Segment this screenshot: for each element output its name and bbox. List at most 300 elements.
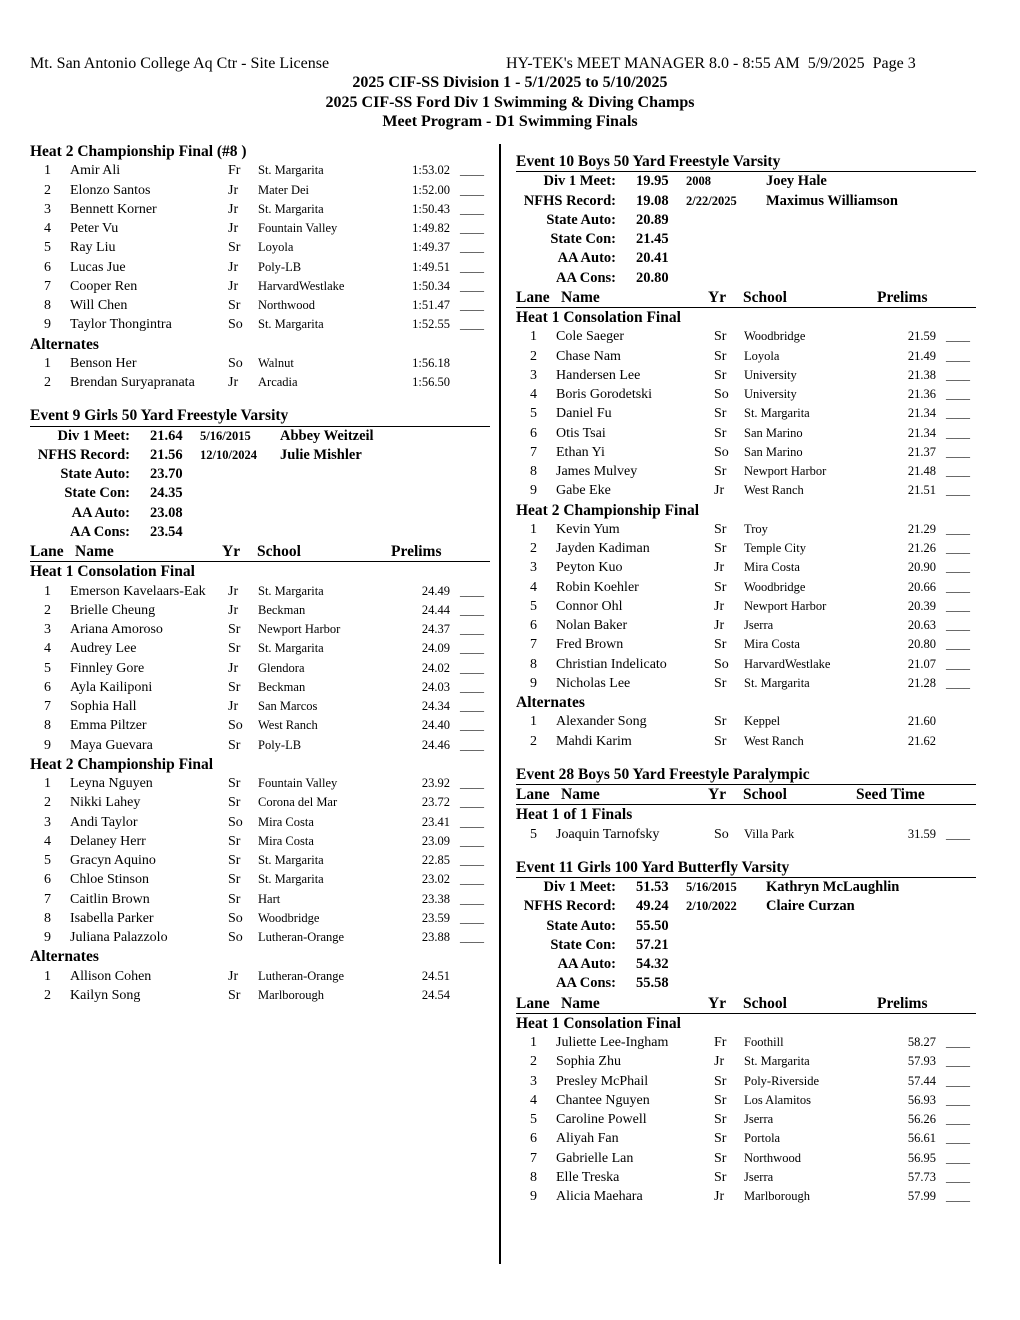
- result-blank: ____: [460, 795, 484, 810]
- swimmer-year: Sr: [228, 795, 241, 811]
- lane-number: 5: [530, 406, 537, 422]
- lane-number: 2: [44, 795, 51, 811]
- school-header: School: [257, 543, 301, 560]
- result-blank: ____: [460, 201, 484, 216]
- entry-row: [30, 601, 490, 620]
- seed-time: 21.38: [907, 367, 936, 382]
- swimmer-year: Sr: [714, 1112, 727, 1127]
- school-name: St. Margarita: [258, 641, 324, 656]
- school-name: St. Margarita: [744, 406, 810, 421]
- swimmer-year: Jr: [228, 182, 239, 198]
- seed-time: 56.93: [907, 1092, 936, 1107]
- school-name: Woodbridge: [258, 910, 320, 925]
- seed-time: 1:49.82: [412, 221, 450, 235]
- seed-time: 24.46: [421, 737, 450, 752]
- seed-time: 1:51.47: [412, 298, 450, 312]
- lane-number: 6: [44, 679, 51, 695]
- seed-time: 20.63: [907, 618, 936, 632]
- lane-number: 8: [44, 910, 51, 926]
- result-blank: ____: [460, 910, 484, 925]
- result-blank: ____: [946, 1189, 970, 1203]
- school-name: Northwood: [258, 298, 315, 312]
- swimmer-year: Sr: [228, 298, 241, 313]
- result-blank: ____: [946, 579, 970, 594]
- entry-row: [30, 793, 490, 812]
- seed-time: 21.51: [907, 483, 936, 498]
- swimmer-name: Amir Ali: [70, 163, 121, 179]
- swimmer-year: Sr: [228, 872, 241, 888]
- record-holder: Joey Hale: [766, 173, 827, 190]
- lane-number: 1: [44, 583, 51, 599]
- swimmer-year: Jr: [714, 618, 725, 633]
- heat-title: Heat 2 Championship Final: [516, 501, 700, 519]
- school-name: Mira Costa: [744, 560, 800, 575]
- school-header: School: [743, 994, 787, 1012]
- school-name: West Ranch: [744, 483, 804, 498]
- swimmer-name: Emma Piltzer: [70, 718, 147, 734]
- seed-time: 1:50.34: [412, 278, 450, 293]
- result-blank: ____: [460, 814, 484, 829]
- swimmer-name: Gabe Eke: [556, 483, 611, 499]
- record-row: [516, 955, 976, 974]
- school-name: San Marino: [744, 425, 803, 440]
- lane-header: Lane: [516, 786, 550, 803]
- swimmer-year: Sr: [714, 1131, 727, 1147]
- record-value: 49.24: [636, 898, 669, 915]
- school-name: St. Margarita: [258, 201, 324, 216]
- lane-number: 3: [44, 814, 51, 830]
- lane-number: 3: [530, 1073, 537, 1089]
- swimmer-name: Christian Indelicato: [556, 656, 667, 672]
- seed-time: 21.49: [907, 348, 936, 363]
- record-row: [30, 504, 490, 523]
- swimmer-name: Elonzo Santos: [70, 182, 151, 198]
- heat-title: Heat 1 Consolation Final: [30, 563, 195, 581]
- column-divider: [499, 144, 501, 1264]
- swimmer-name: Caitlin Brown: [70, 891, 150, 907]
- school-name: Fountain Valley: [258, 221, 338, 235]
- result-blank: ____: [946, 1131, 970, 1146]
- lane-number: 8: [530, 1169, 537, 1185]
- entry-row: [516, 462, 976, 481]
- prelims-header: Prelims: [877, 994, 928, 1012]
- seed-time: 24.40: [421, 718, 450, 733]
- school-name: Villa Park: [744, 826, 795, 841]
- record-label: NFHS Record:: [523, 192, 616, 209]
- school-name: Mira Costa: [258, 814, 314, 829]
- result-blank: ____: [460, 317, 484, 332]
- name-header: Name: [561, 786, 600, 803]
- seed-time: 24.09: [421, 641, 450, 656]
- swimmer-name: Caroline Powell: [556, 1112, 647, 1127]
- school-name: St. Margarita: [744, 675, 810, 690]
- result-blank: ____: [460, 872, 484, 887]
- swimmer-year: Sr: [714, 329, 727, 345]
- left-column: [30, 142, 490, 1005]
- swimmer-name: Ray Liu: [70, 240, 116, 256]
- seed-time: 21.59: [907, 329, 936, 344]
- lane-number: 3: [44, 201, 51, 217]
- school-name: Temple City: [744, 541, 806, 555]
- swimmer-year: Jr: [228, 259, 239, 275]
- result-blank: ____: [946, 1035, 970, 1049]
- seed-time: 24.37: [421, 622, 450, 636]
- school-name: HarvardWestlake: [258, 278, 345, 293]
- column-header: [516, 785, 976, 805]
- swimmer-year: So: [228, 718, 243, 734]
- lane-number: 7: [44, 891, 51, 907]
- swimmer-year: Jr: [228, 968, 239, 984]
- record-value: 21.64: [150, 427, 183, 444]
- swimmer-year: Sr: [228, 240, 241, 256]
- entry-row: [516, 1187, 976, 1206]
- swimmer-year: Jr: [714, 598, 725, 614]
- swimmer-name: Brendan Suryapranata: [70, 375, 195, 390]
- record-date: 5/16/2015: [200, 428, 251, 443]
- swimmer-name: Daniel Fu: [556, 406, 612, 422]
- record-row: [516, 897, 976, 916]
- event-title: Event 10 Boys 50 Yard Freestyle Varsity: [516, 152, 976, 172]
- seed-time: 23.88: [421, 930, 450, 944]
- swimmer-year: Jr: [228, 699, 239, 714]
- entry-row: [30, 851, 490, 870]
- record-label: AA Auto:: [557, 250, 616, 267]
- name-header: Name: [75, 543, 114, 560]
- swimmer-year: So: [714, 444, 729, 460]
- school-name: Newport Harbor: [744, 464, 827, 478]
- school-name: St. Margarita: [258, 583, 324, 598]
- record-label: State Con:: [550, 231, 616, 247]
- lane-number: 1: [44, 968, 51, 984]
- lane-number: 9: [44, 737, 51, 753]
- swimmer-name: Elle Treska: [556, 1169, 620, 1185]
- swimmer-name: Ethan Yi: [556, 444, 605, 460]
- lane-number: 9: [530, 1189, 537, 1204]
- school-header: School: [743, 786, 787, 803]
- seed-time: 20.80: [907, 637, 936, 652]
- swimmer-name: Delaney Herr: [70, 833, 146, 849]
- entry-row: [516, 327, 976, 346]
- entry-row: [516, 1033, 976, 1052]
- seed-time: 21.37: [907, 444, 936, 459]
- result-blank: ____: [460, 679, 484, 694]
- lane-number: 6: [530, 425, 537, 441]
- swimmer-name: Gabrielle Lan: [556, 1150, 634, 1166]
- entry-row: [30, 181, 490, 200]
- record-row: [30, 465, 490, 484]
- swimmer-year: Sr: [228, 622, 241, 637]
- entry-row: [30, 296, 490, 315]
- record-label: AA Auto:: [71, 504, 130, 521]
- swimmer-name: Isabella Parker: [70, 910, 154, 926]
- lane-number: 4: [44, 833, 51, 849]
- entry-row: [30, 870, 490, 889]
- entry-row: [30, 967, 490, 986]
- school-name: West Ranch: [258, 718, 318, 733]
- result-blank: ____: [946, 560, 970, 575]
- result-blank: ____: [460, 776, 484, 790]
- lane-number: 5: [530, 1112, 537, 1127]
- record-label: State Con:: [64, 485, 130, 502]
- lane-number: 5: [44, 660, 51, 676]
- lane-number: 6: [44, 872, 51, 888]
- record-row: [516, 211, 976, 230]
- lane-number: 1: [44, 355, 51, 371]
- record-date: 5/16/2015: [686, 880, 737, 894]
- swimmer-name: Otis Tsai: [556, 425, 606, 441]
- lane-number: 4: [44, 221, 51, 236]
- result-blank: ____: [946, 444, 970, 459]
- swimmer-name: Juliana Palazzolo: [70, 930, 168, 945]
- record-label: State Con:: [550, 936, 616, 953]
- record-row: [516, 172, 976, 191]
- result-blank: ____: [460, 833, 484, 848]
- meet-title: 2025 CIF-SS Division 1 - 5/1/2025 to 5/10/2025: [352, 74, 668, 91]
- seed-time: 21.62: [907, 733, 936, 748]
- swimmer-year: Fr: [228, 163, 241, 179]
- result-blank: ____: [460, 660, 484, 675]
- result-blank: ____: [946, 598, 970, 613]
- swimmer-year: Jr: [228, 375, 239, 390]
- swimmer-name: Cole Saeger: [556, 329, 625, 345]
- record-value: 21.56: [150, 446, 183, 463]
- seed-time: 21.34: [907, 406, 936, 421]
- swimmer-year: Sr: [714, 733, 727, 749]
- seed-time: 1:52.55: [412, 317, 450, 332]
- entry-row: [30, 832, 490, 851]
- lane-number: 8: [44, 298, 51, 313]
- heat-title: Heat 2 Championship Final: [30, 755, 214, 773]
- swimmer-year: Sr: [228, 641, 241, 657]
- lane-number: 7: [44, 699, 51, 714]
- seed-time: 20.90: [907, 560, 936, 575]
- school-name: Newport Harbor: [258, 622, 341, 636]
- lane-number: 2: [44, 182, 51, 198]
- lane-number: 1: [44, 163, 51, 179]
- record-label: State Auto:: [60, 466, 130, 482]
- result-blank: ____: [460, 602, 484, 617]
- record-holder: Abbey Weitzeil: [280, 427, 374, 444]
- record-holder: Claire Curzan: [766, 898, 855, 915]
- result-blank: ____: [946, 521, 970, 536]
- column-header: [516, 994, 976, 1014]
- record-date: 2/22/2025: [686, 193, 737, 208]
- lane-number: 1: [530, 521, 537, 537]
- entry-row: [30, 315, 490, 334]
- seed-time: 22.85: [421, 853, 450, 867]
- seed-time: 57.99: [907, 1189, 936, 1203]
- swimmer-name: Maya Guevara: [70, 737, 153, 753]
- record-value: 51.53: [636, 879, 669, 895]
- entry-row: [30, 219, 490, 238]
- entry-row: [516, 616, 976, 635]
- result-blank: ____: [460, 259, 484, 274]
- lane-header: Lane: [30, 543, 64, 560]
- swimmer-name: Leyna Nguyen: [70, 776, 153, 791]
- record-row: [516, 230, 976, 249]
- yr-header: Yr: [708, 786, 727, 803]
- school-name: Troy: [744, 521, 768, 536]
- school-name: Loyola: [744, 348, 780, 363]
- entry-row: [516, 1129, 976, 1148]
- record-row: [516, 249, 976, 268]
- seed-time: 23.41: [421, 814, 450, 829]
- entry-row: [30, 373, 490, 392]
- seed-time: 23.92: [421, 776, 450, 790]
- seed-time: 1:56.18: [412, 355, 450, 370]
- program-title: Meet Program - D1 Swimming Finals: [382, 113, 638, 130]
- seed-time: 24.03: [421, 679, 450, 694]
- seed-time: 20.39: [907, 598, 936, 613]
- result-blank: ____: [946, 348, 970, 363]
- entry-row: [30, 697, 490, 716]
- lane-number: 3: [530, 367, 537, 383]
- prelims-header: Prelims: [391, 543, 442, 560]
- seed-time: 24.54: [421, 987, 450, 1002]
- swimmer-name: Benson Her: [70, 355, 137, 371]
- school-name: Poly-LB: [258, 737, 302, 752]
- seed-time: 24.34: [421, 699, 450, 713]
- yr-header: Yr: [708, 288, 727, 306]
- swimmer-name: Kailyn Song: [70, 987, 141, 1003]
- swimmer-name: Sophia Hall: [70, 699, 137, 714]
- lane-number: 2: [530, 541, 537, 556]
- entry-row: [516, 1168, 976, 1187]
- swimmer-year: Sr: [714, 714, 727, 730]
- swimmer-year: Jr: [714, 483, 725, 499]
- swimmer-year: Sr: [228, 853, 241, 868]
- swimmer-year: So: [714, 826, 729, 842]
- entry-row: [516, 578, 976, 597]
- lane-number: 7: [530, 637, 537, 653]
- school-name: Newport Harbor: [744, 598, 827, 613]
- school-name: Mira Costa: [744, 637, 800, 652]
- right-column: [516, 152, 976, 1206]
- school-name: St. Margarita: [258, 163, 324, 178]
- record-row: [30, 446, 490, 465]
- entry-row: [516, 655, 976, 674]
- seed-time: 21.07: [907, 656, 936, 671]
- entry-row: [30, 736, 490, 755]
- school-name: Arcadia: [258, 375, 298, 389]
- seed-time: 24.51: [421, 968, 450, 983]
- swimmer-name: Bennett Korner: [70, 201, 157, 217]
- result-blank: ____: [946, 464, 970, 478]
- lane-number: 4: [530, 579, 537, 595]
- result-blank: ____: [946, 1169, 970, 1184]
- swimmer-year: So: [228, 910, 243, 926]
- entry-row: [516, 443, 976, 462]
- entry-row: [30, 200, 490, 219]
- result-blank: ____: [946, 637, 970, 652]
- event-title: Event 28 Boys 50 Yard Freestyle Paralympic: [516, 765, 976, 785]
- swimmer-name: Presley McPhail: [556, 1073, 649, 1089]
- record-label: AA Cons:: [555, 269, 616, 286]
- record-label: State Auto:: [546, 211, 616, 228]
- school-name: Corona del Mar: [258, 795, 338, 810]
- seed-time: 1:52.00: [412, 182, 450, 197]
- lane-number: 8: [44, 718, 51, 734]
- record-holder: Maximus Williamson: [766, 192, 899, 209]
- school-name: Lutheran-Orange: [258, 968, 345, 983]
- seed-time: 21.36: [907, 387, 936, 401]
- seed-time: 20.66: [907, 579, 936, 594]
- lane-header: Lane: [516, 288, 550, 306]
- entry-row: [516, 712, 976, 731]
- swimmer-year: So: [228, 930, 243, 945]
- swimmer-name: Juliette Lee-Ingham: [556, 1035, 669, 1050]
- entry-row: [516, 385, 976, 404]
- swimmer-year: So: [228, 317, 243, 333]
- entry-row: [516, 404, 976, 423]
- swimmer-year: So: [228, 814, 243, 830]
- lane-number: 2: [530, 733, 537, 749]
- swimmer-year: So: [714, 387, 729, 402]
- lane-number: 3: [530, 560, 537, 576]
- record-date: 2008: [686, 174, 711, 189]
- lane-number: 2: [530, 348, 537, 364]
- seed-time: 58.27: [907, 1035, 936, 1049]
- result-blank: ____: [460, 930, 484, 944]
- lane-number: 2: [44, 602, 51, 618]
- school-header: School: [743, 288, 787, 306]
- seed-time: 1:50.43: [412, 201, 450, 216]
- column-header: [516, 288, 976, 308]
- swimmer-year: Sr: [228, 776, 241, 791]
- yr-header: Yr: [222, 543, 241, 560]
- record-row: [516, 974, 976, 993]
- record-row: [516, 192, 976, 211]
- record-holder: Julie Mishler: [280, 446, 362, 463]
- swimmer-year: Sr: [714, 1169, 727, 1185]
- swimmer-name: Alexander Song: [556, 714, 647, 730]
- school-name: Mater Dei: [258, 182, 310, 197]
- name-header: Name: [561, 994, 600, 1012]
- entry-row: [516, 481, 976, 500]
- school-name: St. Margarita: [258, 853, 324, 867]
- result-blank: ____: [946, 387, 970, 401]
- school-name: Fountain Valley: [258, 776, 338, 790]
- lane-number: 8: [530, 464, 537, 479]
- heat-title: Heat 1 Consolation Final: [516, 309, 681, 326]
- result-blank: ____: [460, 737, 484, 752]
- school-name: University: [744, 367, 797, 382]
- swimmer-name: Joaquin Tarnofsky: [556, 826, 660, 842]
- lane-number: 4: [530, 1092, 537, 1108]
- record-row: [516, 878, 976, 897]
- swimmer-name: Chloe Stinson: [70, 872, 149, 888]
- entry-row: [516, 539, 976, 558]
- record-row: [30, 523, 490, 542]
- lane-number: 9: [530, 675, 537, 691]
- result-blank: ____: [946, 425, 970, 440]
- heat-title: Heat 1 of 1 Finals: [516, 806, 633, 824]
- swimmer-year: Jr: [228, 602, 239, 618]
- entry-row: [30, 258, 490, 277]
- record-row: [30, 427, 490, 446]
- school-name: St. Margarita: [258, 317, 324, 332]
- swimmer-name: Sophia Zhu: [556, 1054, 621, 1070]
- record-date: 12/10/2024: [200, 447, 257, 462]
- school-name: St. Margarita: [744, 1054, 810, 1069]
- entry-row: [30, 909, 490, 928]
- swimmer-year: Sr: [714, 348, 727, 364]
- result-blank: ____: [946, 367, 970, 382]
- seed-time: 23.59: [421, 910, 450, 925]
- swimmer-year: Sr: [714, 1092, 727, 1108]
- seed-time: 1:49.51: [412, 259, 450, 274]
- school-name: Poly-LB: [258, 259, 302, 274]
